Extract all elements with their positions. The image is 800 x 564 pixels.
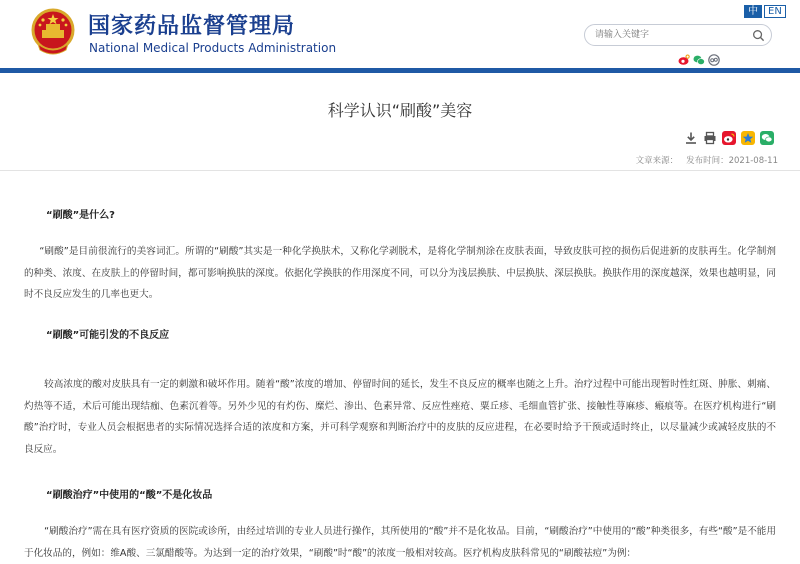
article-tools — [684, 131, 774, 145]
search-icon[interactable] — [752, 29, 765, 42]
search-box — [584, 24, 772, 46]
miniapp-icon[interactable] — [708, 51, 720, 63]
article-title: 科学认识“刷酸”美容 — [327, 101, 473, 120]
weibo-share-icon[interactable] — [722, 131, 736, 145]
section-paragraph: 较高浓度的酸对皮肤具有一定的刺激和破坏作用。随着“酸”浓度的增加、停留时间的延长，发生不良反应的概率也随之上升。治疗过程中可能出现暂时性红斑、肿胀、刺痛、灼热等不适，术后可能出现结痂、色素沉着等。另外少见的有灼伤、糜烂、渗出、色素异常、反应性痤疮、粟丘疹、毛细血管扩张、接触性荨麻疹、瘢痕等。在医疗机构进行“刷酸”治疗时，专业人员会根据患者的实际情况选择合适的浓度和方案，并可科学观察和判断治疗中的皮肤的反应进程，在必要时给予干预或适时终止，以尽量减少或减轻皮肤的不良反应。 — [24, 379, 776, 455]
site-header — [0, 0, 800, 68]
wechat-share-icon[interactable] — [760, 131, 774, 145]
search-input[interactable] — [595, 28, 745, 42]
wechat-icon[interactable] — [693, 51, 705, 63]
national-emblem-icon — [30, 8, 76, 56]
section-heading: “刷酸”可能引发的不良反应 — [46, 330, 170, 341]
language-switch — [744, 5, 786, 18]
section-paragraph: “刷酸”是目前很流行的美容词汇。所谓的“刷酸”其实是一种化学换肤术，又称化学剥脱术，是将化学制剂涂在皮肤表面，导致皮肤可控的损伤后促进新的皮肤再生。化学制剂的种类、浓度、在皮肤上的停留时间，都可影响换肤的深度。依据化学换肤的作用深度不同，可以分为浅层换肤、中层换肤、深层换肤。换肤作用的深度越深，效果也越明显，同时不良反应发生的几率也更大。 — [24, 246, 776, 300]
publish-date: 2021-08-11 — [728, 156, 778, 166]
qzone-share-icon[interactable] — [741, 131, 755, 145]
site-name-cn[interactable]: 国家药品监督管理局 — [88, 14, 296, 39]
download-icon[interactable] — [684, 131, 698, 145]
source-label: 文章来源： — [635, 156, 679, 166]
article-meta — [636, 154, 778, 166]
section-paragraph: “刷酸治疗”需在具有医疗资质的医院或诊所，由经过培训的专业人员进行操作，其所使用的“酸”并不是化妆品。目前，“刷酸治疗”中使用的“酸”种类很多，有些“酸”是不能用于化妆品的，例如：维A酸、三氯醋酸等。为达到一定的治疗效果，“刷酸”时“酸”的浓度一般相对较高。医疗机构皮肤科常见的“刷酸祛痘”为例： — [24, 526, 776, 559]
weibo-icon[interactable] — [678, 51, 690, 63]
section-heading: “刷酸治疗”中使用的“酸”不是化妆品 — [46, 490, 213, 501]
section-heading: “刷酸”是什么? — [46, 210, 115, 221]
site-name-en[interactable]: National Medical Products Administration — [89, 41, 337, 55]
social-links — [678, 51, 720, 63]
lang-en-button[interactable]: EN — [764, 5, 786, 18]
header-divider — [0, 68, 800, 73]
lang-zh-button[interactable]: 中 — [744, 5, 762, 18]
print-icon[interactable] — [703, 131, 717, 145]
meta-divider — [0, 170, 800, 171]
date-label: 发布时间： — [686, 156, 729, 166]
